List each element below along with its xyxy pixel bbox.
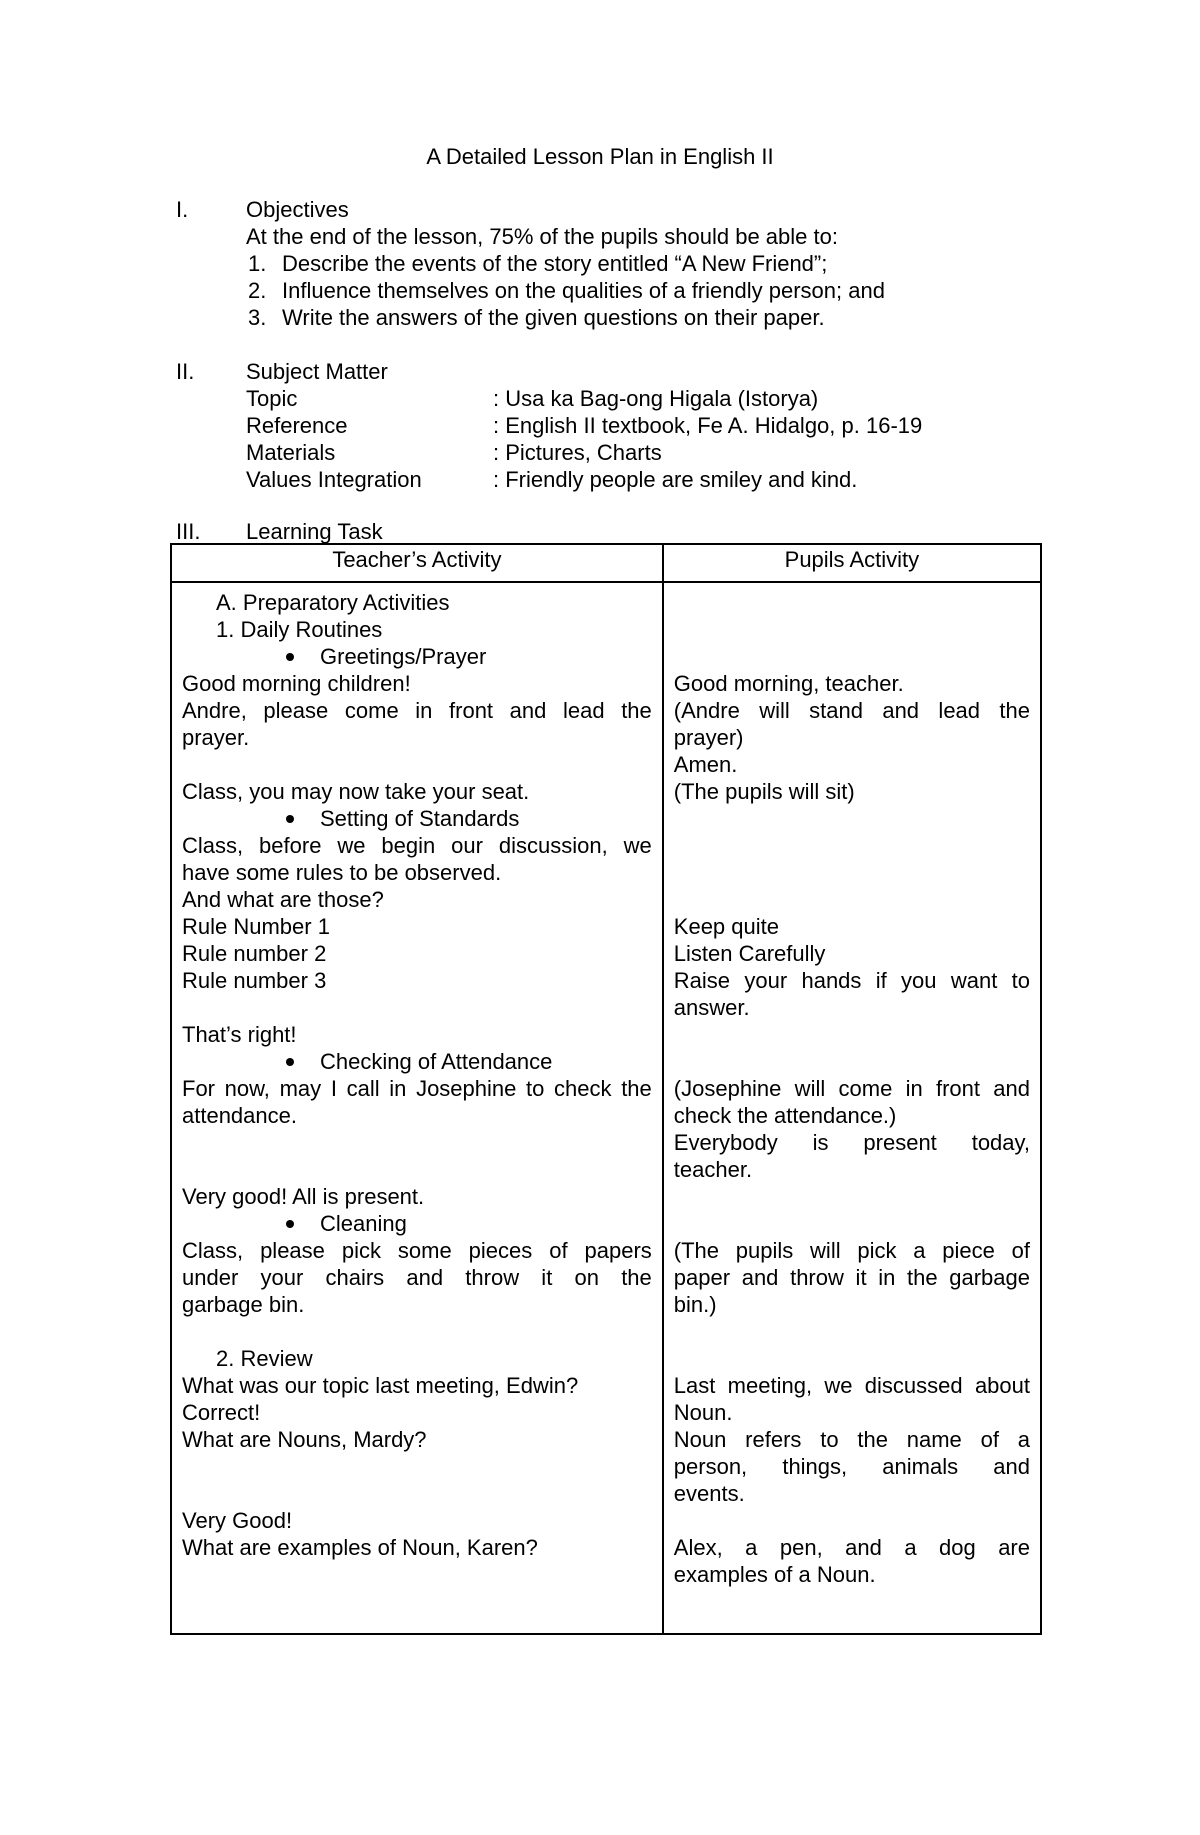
teacher-line: garbage bin.: [182, 1292, 305, 1317]
section-heading: Subject Matter: [246, 359, 388, 384]
pupil-line: prayer): [673, 725, 744, 750]
pupil-line: check the attendance.): [673, 1103, 897, 1128]
bullet-item: Cleaning: [182, 1210, 652, 1237]
pupil-line: paper and throw it in the garbage: [673, 1265, 1030, 1290]
pupil-line: Last meeting, we discussed about: [673, 1373, 1030, 1398]
teacher-line: Very good! All is present.: [182, 1184, 425, 1209]
pupils-activity-cell: [663, 582, 1041, 1634]
bullet-icon: [286, 1058, 294, 1066]
section-number: III.: [176, 519, 201, 544]
subject-value: : Pictures, Charts: [493, 440, 662, 465]
blank-line: [674, 1183, 1030, 1210]
pupil-line: Listen Carefully: [673, 941, 826, 966]
pupil-line: Noun.: [673, 1400, 733, 1425]
blank-line: [674, 643, 1030, 670]
subject-label: Reference: [246, 413, 348, 438]
section-heading: Learning Task: [246, 519, 383, 544]
teacher-line: attendance.: [182, 1103, 297, 1128]
pupil-line: teacher.: [673, 1157, 753, 1182]
teacher-line: Rule Number 1: [182, 914, 330, 939]
objective-text: Describe the events of the story entitled “A New Friend”;: [282, 251, 828, 276]
blank-line: [674, 859, 1030, 886]
blank-line: [674, 832, 1030, 859]
section-label: A. Preparatory Activities: [216, 590, 450, 615]
blank-line: [674, 589, 1030, 616]
bullet-icon: [286, 1220, 294, 1228]
pupil-line: person, things, animals and: [673, 1454, 1030, 1479]
pupil-line: answer.: [673, 995, 750, 1020]
table-header-row: [171, 544, 1041, 582]
pupil-line: (The pupils will sit): [673, 779, 855, 804]
blank-line: [674, 616, 1030, 643]
teacher-line: That’s right!: [182, 1022, 297, 1047]
blank-line: [674, 1210, 1030, 1237]
subject-label: Values Integration: [246, 467, 422, 492]
blank-line: [182, 1318, 652, 1345]
teacher-line: Class, you may now take your seat.: [182, 779, 530, 804]
pupil-line: (The pupils will pick a piece of: [673, 1238, 1030, 1263]
teacher-line: Rule number 2: [182, 941, 327, 966]
teacher-line: Andre, please come in front and lead the: [182, 698, 652, 723]
pupil-line: Noun refers to the name of a: [673, 1427, 1030, 1452]
teacher-line: prayer.: [182, 725, 250, 750]
objective-number: 2.: [248, 278, 267, 303]
pupil-line: Alex, a pen, and a dog are: [673, 1535, 1030, 1560]
teacher-line: For now, may I call in Josephine to check the: [182, 1076, 652, 1101]
pupil-line: Keep quite: [673, 914, 779, 939]
bullet-item: Greetings/Prayer: [182, 643, 652, 670]
subsection-label: 2. Review: [216, 1346, 313, 1371]
blank-line: [674, 886, 1030, 913]
pupil-line: examples of a Noun.: [673, 1562, 876, 1587]
teacher-line: What are Nouns, Mardy?: [182, 1427, 427, 1452]
pupil-line: (Josephine will come in front and: [673, 1076, 1030, 1101]
subject-label: Topic: [246, 386, 298, 411]
learning-task-table: [170, 543, 1042, 1635]
teacher-line: What was our topic last meeting, Edwin?: [182, 1373, 579, 1398]
pupil-line: Everybody is present today,: [673, 1130, 1030, 1155]
teacher-line: Class, before we begin our discussion, we: [182, 833, 652, 858]
blank-line: [674, 1345, 1030, 1372]
blank-line: [182, 1156, 652, 1183]
blank-line: [674, 1507, 1030, 1534]
teacher-line: under your chairs and throw it on the: [182, 1265, 652, 1290]
pupil-line: Good morning, teacher.: [673, 671, 904, 696]
bullet-icon: [286, 815, 294, 823]
teacher-line: Correct!: [182, 1400, 261, 1425]
objective-text: Write the answers of the given questions on their paper.: [282, 305, 825, 330]
subject-value: : Usa ka Bag-ong Higala (Istorya): [493, 386, 819, 411]
section-number: II.: [176, 359, 195, 384]
blank-line: [674, 1318, 1030, 1345]
blank-line: [674, 805, 1030, 832]
pupils-column-header: Pupils Activity: [663, 544, 1041, 582]
blank-line: [674, 1048, 1030, 1075]
teacher-line: What are examples of Noun, Karen?: [182, 1535, 538, 1560]
section-heading: Objectives: [246, 197, 349, 222]
bullet-item: Checking of Attendance: [182, 1048, 652, 1075]
subsection-label: 1. Daily Routines: [216, 617, 383, 642]
pupil-line: Amen.: [673, 752, 738, 777]
objectives-intro: At the end of the lesson, 75% of the pupils should be able to:: [246, 224, 838, 249]
objective-text: Influence themselves on the qualities of a friendly person; and: [282, 278, 885, 303]
pupil-line: Raise your hands if you want to: [673, 968, 1030, 993]
pupil-line: bin.): [673, 1292, 717, 1317]
teacher-line: Very Good!: [182, 1508, 293, 1533]
pupil-line: (Andre will stand and lead the: [673, 698, 1030, 723]
teacher-line: And what are those?: [182, 887, 384, 912]
objective-number: 1.: [248, 251, 267, 276]
teacher-activity-cell: [171, 582, 663, 1634]
bullet-icon: [286, 653, 294, 661]
teacher-line: have some rules to be observed.: [182, 860, 502, 885]
bullet-item: Setting of Standards: [182, 805, 652, 832]
blank-line: [182, 1480, 652, 1507]
teacher-line: Good morning children!: [182, 671, 411, 696]
objective-number: 3.: [248, 305, 267, 330]
pupil-line: events.: [673, 1481, 745, 1506]
subject-label: Materials: [246, 440, 336, 465]
section-number: I.: [176, 197, 189, 222]
blank-line: [182, 1129, 652, 1156]
teacher-line: Rule number 3: [182, 968, 327, 993]
teacher-line: Class, please pick some pieces of papers: [182, 1238, 652, 1263]
subject-value: : English II textbook, Fe A. Hidalgo, p. 16-19: [493, 413, 923, 438]
teacher-column-header: Teacher’s Activity: [171, 544, 663, 582]
subject-value: : Friendly people are smiley and kind.: [493, 467, 858, 492]
table-body-row: [171, 582, 1041, 1634]
blank-line: [182, 1453, 652, 1480]
blank-line: [182, 994, 652, 1021]
blank-line: [674, 1021, 1030, 1048]
blank-line: [182, 751, 652, 778]
document-title: A Detailed Lesson Plan in English II: [426, 144, 774, 169]
